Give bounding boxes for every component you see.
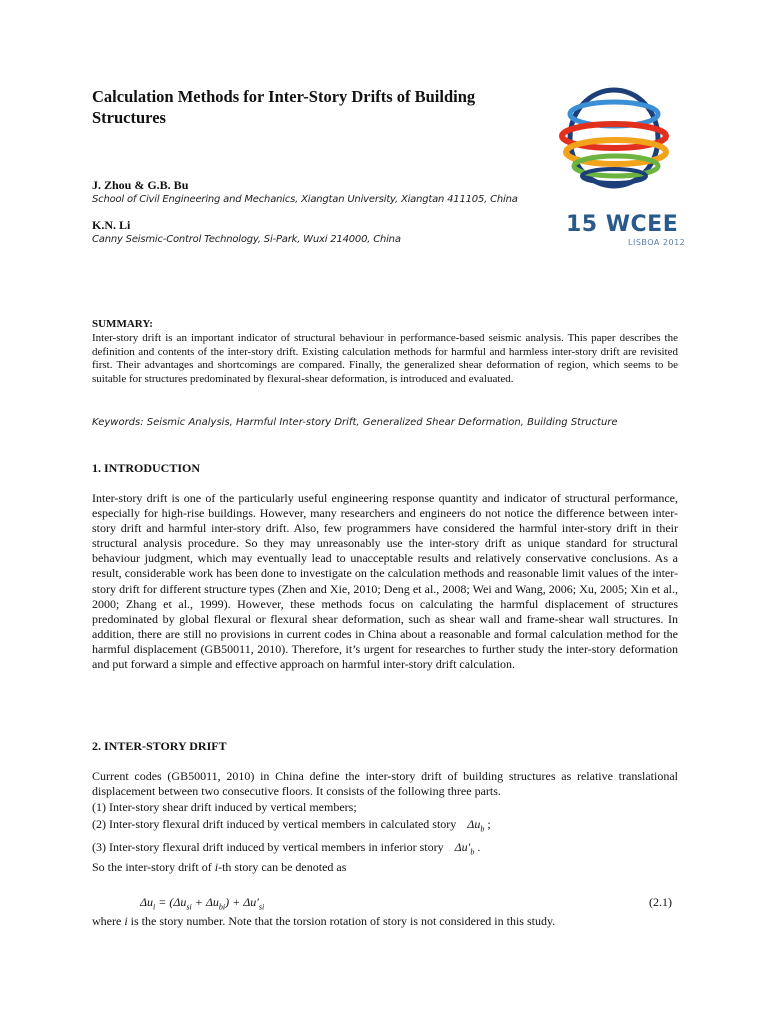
where-i: i [124,914,128,928]
summary-heading: SUMMARY: [92,318,153,330]
where-line [92,914,555,929]
delta-ub-prime-symbol: $\Delta u'_b$ [454,840,475,857]
so-line-text-a: So the inter-story drift of [92,860,215,874]
author-line-2: K.N. Li [92,218,131,232]
drift-text: Current codes (GB50011, 2010) in China define the inter-story drift of building structures as relative translational displacement between two consecutive floors. It consists of the following three parts. [92,769,678,799]
drift-item-1: (1) Inter-story shear drift induced by vertical members; [92,800,357,814]
summary-text: Inter-story drift is an important indicator of structural behaviour in performance-based seismic analysis. This paper describes the definition and contents of the inter-story drift. Existing calculation methods for harmful and harmless inter-story drift are revisited first. Their advantages and shortcomings are compared. Finally, the generalized shear deformation of region, which seems to be suitable for structures predominated by flexural-shear deformation, is introduced and evaluated. [92,332,678,385]
keywords-line: Keywords: Seismic Analysis, Harmful Inter-story Drift, Generalized Shear Deformation, Building Structure [92,417,618,428]
logo-subtitle: LISBOA 2012 [628,238,686,247]
equation-number: (2.1) [649,895,672,909]
so-line-i: i [214,860,219,874]
drift-item-3-row: (3) Inter-story flexural drift induced by vertical members in inferior story $\Delta u'_b$ . [92,840,481,857]
delta-ub-symbol: $\Delta u_b$ [467,817,485,834]
paper-title: Calculation Methods for Inter-Story Drifts of Building Structures [92,87,476,127]
equation-2-1: $\Delta u_i = (\Delta u_{si} + \Delta u_{bi}) + \Delta u'_{si}$ [140,895,265,912]
affiliation-1: School of Civil Engineering and Mechanics, Xiangtan University, Xiangtan 411105, China [92,194,518,205]
where-text-a: where [92,914,125,928]
intro-text: Inter-story drift is one of the particularly useful engineering response quantity and indicator of structural performance, especially for high-rise buildings. However, many researchers and engineers do not notice the difference between inter-story drift and harmful inter-story drift. Also, few programmers have considered the harmful inter-story drift in their structural analysis procedure. So they may unreasonably use the inter-story drift as unique standard for structural behaviour judgment, which may eventually lead to unacceptable results and relatively conservative conclusions. As a result, considerable work has been done to investigate on the calculation methods and reasonable limit values of the inter-story drift for different structure types (Zhen and Xie, 2010; Deng et al., 2008; Wei and Wang, 2006; Xu, 2005; Xin et al., 2000; Zhang et al., 1999). However, these methods focus on calculating the harmful displacement of structures predominated by global flexural or flexural shear deformation, such as shear wall and frame-shear wall structures. In addition, there are still no provisions in current codes in China about a reasonable and formal calculation method for the harmful displacement (GB50011, 2010). Therefore, it’s urgent for researches to further study the inter-story deformation and put forward a simple and effective approach on harmful inter-story drift calculation. [92,491,678,672]
where-text-b: is the story number. Note that the torsion rotation of story is not considered in this study. [127,914,556,928]
affiliation-2: Canny Seismic-Control Technology, Si-Park, Wuxi 214000, China [92,234,401,245]
drift-item-2-row: (2) Inter-story flexural drift induced by vertical members in calculated story $\Delta u_b$ ; [92,817,491,834]
so-line-text-b: -th story can be denoted as [218,860,347,874]
drift-item-3: (3) Inter-story flexural drift induced by vertical members in inferior story [92,840,444,854]
drift-heading: 2. INTER-STORY DRIFT [92,739,227,753]
drift-item-2: (2) Inter-story flexural drift induced by vertical members in calculated story [92,817,457,831]
logo-name: 15 WCEE [566,212,679,237]
intro-heading: 1. INTRODUCTION [92,461,201,475]
so-line [92,860,346,875]
author-line-1: J. Zhou & G.B. Bu [92,178,189,192]
